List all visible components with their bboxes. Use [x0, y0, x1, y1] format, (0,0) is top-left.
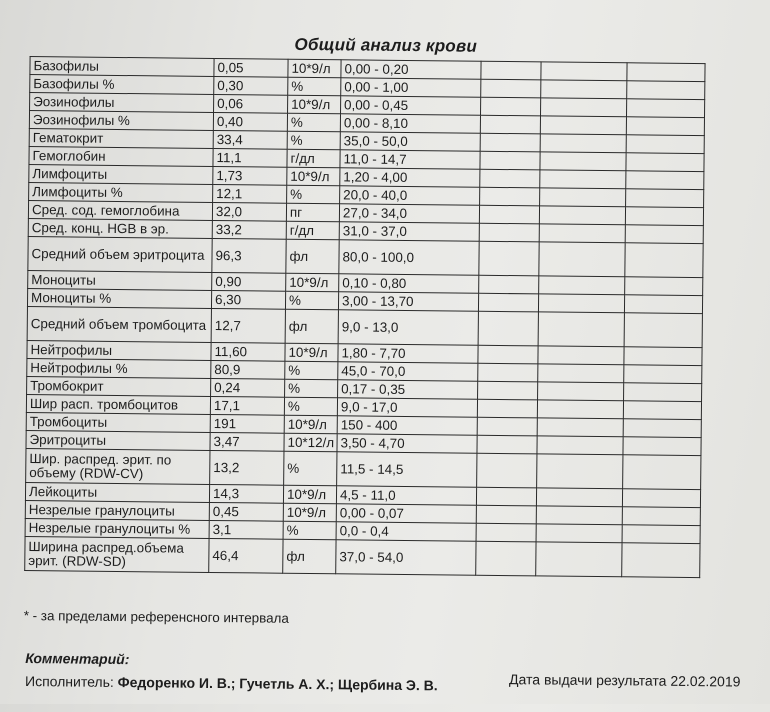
test-value-cell: 3,1: [209, 520, 283, 539]
test-name-cell: Моноциты %: [27, 289, 211, 309]
empty-cell: [541, 98, 627, 117]
empty-cell: [478, 363, 538, 382]
test-unit-cell: 10*9/л: [283, 503, 336, 522]
empty-cell: [540, 134, 626, 153]
reference-range-cell: 4,5 - 11,0: [336, 486, 476, 505]
reference-range-cell: 0,0 - 0,4: [336, 522, 476, 541]
test-unit-cell: фл: [283, 539, 336, 574]
empty-cell: [538, 382, 624, 401]
empty-cell: [480, 187, 540, 206]
empty-cell: [624, 313, 702, 348]
empty-cell: [622, 489, 700, 508]
test-name-cell: Лимфоциты %: [29, 183, 213, 203]
empty-cell: [478, 311, 538, 346]
empty-cell: [623, 455, 701, 490]
test-unit-cell: 10*12/л: [284, 433, 337, 452]
empty-cell: [476, 541, 536, 576]
test-value-cell: 0,06: [214, 94, 288, 113]
empty-cell: [477, 435, 537, 454]
empty-cell: [537, 400, 623, 419]
test-value-cell: 12,7: [211, 308, 285, 343]
empty-cell: [478, 381, 538, 400]
test-name-cell: Базофилы: [30, 57, 214, 77]
empty-cell: [479, 205, 539, 224]
reference-range-cell: 11,0 - 14,7: [340, 150, 480, 169]
empty-cell: [477, 453, 537, 488]
executor-names: Федоренко И. В.; Гучетль А. Х.; Щербина Э. В.: [117, 673, 438, 694]
empty-cell: [479, 223, 539, 242]
empty-cell: [538, 346, 624, 365]
test-value-cell: 33,2: [212, 220, 286, 239]
empty-cell: [537, 418, 623, 437]
empty-cell: [624, 347, 702, 366]
empty-cell: [624, 383, 702, 402]
reference-range-cell: 9,0 - 17,0: [337, 398, 477, 417]
empty-cell: [476, 523, 536, 542]
empty-cell: [481, 61, 541, 80]
reference-range-cell: 27,0 - 34,0: [339, 204, 479, 223]
empty-cell: [480, 151, 540, 170]
empty-cell: [540, 152, 626, 171]
reference-range-cell: 0,10 - 0,80: [339, 274, 479, 293]
comment-label: Комментарий:: [25, 650, 130, 668]
test-name-cell: Средний объем тромбоцита: [27, 307, 211, 343]
test-name-cell: Лейкоциты: [25, 483, 209, 503]
test-name-cell: Незрелые гранулоциты: [25, 501, 209, 521]
test-value-cell: 11,1: [213, 148, 287, 167]
reference-range-cell: 31,0 - 37,0: [339, 222, 479, 241]
test-name-cell: Гемоглобин: [29, 147, 213, 167]
results-table-body: [25, 57, 705, 578]
test-unit-cell: %: [285, 379, 338, 398]
issue-date: Дата выдачи результата 22.02.2019: [509, 671, 741, 690]
reference-range-cell: 0,00 - 0,07: [336, 504, 476, 523]
test-name-cell: Лимфоциты: [29, 165, 213, 185]
reference-range-cell: 20,0 - 40,0: [340, 186, 480, 205]
test-value-cell: 32,0: [212, 202, 286, 221]
test-value-cell: 17,1: [210, 396, 284, 415]
empty-cell: [627, 63, 705, 82]
test-value-cell: 0,05: [214, 58, 288, 77]
test-value-cell: 11,60: [211, 342, 285, 361]
empty-cell: [541, 62, 627, 81]
test-name-cell: Моноциты: [28, 271, 212, 291]
empty-cell: [477, 417, 537, 436]
empty-cell: [540, 188, 626, 207]
reference-range-cell: 80,0 - 100,0: [339, 240, 479, 275]
empty-cell: [625, 277, 703, 296]
empty-cell: [540, 170, 626, 189]
test-name-cell: Тромбоциты: [26, 413, 210, 433]
test-unit-cell: %: [283, 521, 336, 540]
reference-range-cell: 0,17 - 0,35: [338, 380, 478, 399]
empty-cell: [481, 97, 541, 116]
empty-cell: [626, 189, 704, 208]
empty-cell: [538, 294, 624, 313]
empty-cell: [626, 117, 704, 136]
empty-cell: [622, 543, 700, 578]
empty-cell: [622, 507, 700, 526]
empty-cell: [478, 293, 538, 312]
reference-range-cell: 150 - 400: [337, 416, 477, 435]
test-value-cell: 0,30: [214, 76, 288, 95]
test-name-cell: Сред. конц. HGB в эр.: [28, 219, 212, 239]
test-unit-cell: фл: [285, 309, 338, 344]
test-unit-cell: %: [287, 185, 340, 204]
test-value-cell: 0,24: [211, 378, 285, 397]
empty-cell: [479, 275, 539, 294]
empty-cell: [539, 224, 625, 243]
empty-cell: [538, 312, 624, 347]
table-row: [25, 537, 700, 578]
empty-cell: [540, 116, 626, 135]
reference-range-cell: 3,00 - 13,70: [338, 292, 478, 311]
test-unit-cell: %: [284, 451, 337, 486]
empty-cell: [539, 206, 625, 225]
empty-cell: [536, 488, 622, 507]
empty-cell: [539, 276, 625, 295]
test-unit-cell: 10*9/л: [286, 273, 339, 292]
test-unit-cell: г/дл: [287, 149, 340, 168]
test-value-cell: 0,90: [212, 272, 286, 291]
test-name-cell: Средний объем эритроцита: [28, 237, 212, 273]
test-value-cell: 1,73: [213, 166, 287, 185]
test-unit-cell: 10*9/л: [283, 485, 336, 504]
test-value-cell: 46,4: [209, 538, 283, 573]
test-name-cell: Эозинофилы %: [29, 111, 213, 131]
test-value-cell: 0,45: [209, 502, 283, 521]
test-name-cell: Базофилы %: [30, 75, 214, 95]
empty-cell: [541, 80, 627, 99]
empty-cell: [626, 99, 704, 118]
test-unit-cell: %: [284, 397, 337, 416]
test-value-cell: 0,40: [213, 112, 287, 131]
test-unit-cell: 10*9/л: [288, 59, 341, 78]
reference-range-cell: 1,20 - 4,00: [340, 168, 480, 187]
empty-cell: [625, 225, 703, 244]
empty-cell: [479, 241, 539, 276]
test-unit-cell: фл: [286, 239, 339, 274]
reference-range-cell: 1,80 - 7,70: [338, 344, 478, 363]
reference-range-cell: 0,00 - 1,00: [341, 78, 481, 97]
test-value-cell: 191: [210, 414, 284, 433]
empty-cell: [537, 436, 623, 455]
empty-cell: [476, 505, 536, 524]
test-value-cell: 80,9: [211, 360, 285, 379]
test-name-cell: Шир. распред. эрит. по объему (RDW-CV): [26, 449, 210, 485]
reference-range-cell: 37,0 - 54,0: [336, 540, 476, 575]
test-name-cell: Гематокрит: [29, 129, 213, 149]
test-unit-cell: 10*9/л: [284, 415, 337, 434]
empty-cell: [624, 365, 702, 384]
empty-cell: [476, 487, 536, 506]
test-name-cell: Ширина распред.объема эрит. (RDW-SD): [25, 537, 209, 573]
executor-label: Исполнитель:: [24, 673, 114, 690]
empty-cell: [625, 207, 703, 226]
empty-cell: [480, 133, 540, 152]
test-value-cell: 3,47: [210, 432, 284, 451]
empty-cell: [623, 401, 701, 420]
test-name-cell: Нейтрофилы %: [27, 359, 211, 379]
empty-cell: [625, 243, 703, 278]
test-value-cell: 6,30: [211, 290, 285, 309]
reference-range-cell: 35,0 - 50,0: [340, 132, 480, 151]
empty-cell: [480, 169, 540, 188]
empty-cell: [626, 153, 704, 172]
test-unit-cell: %: [288, 77, 341, 96]
empty-cell: [626, 171, 704, 190]
test-name-cell: Сред. сод. гемоглобина: [28, 201, 212, 221]
reference-range-cell: 0,00 - 8,10: [340, 114, 480, 133]
test-unit-cell: %: [285, 361, 338, 380]
empty-cell: [478, 345, 538, 364]
empty-cell: [538, 364, 624, 383]
test-unit-cell: 10*9/л: [287, 167, 340, 186]
reference-range-cell: 0,00 - 0,20: [341, 60, 481, 79]
executor-line: [25, 673, 438, 693]
test-unit-cell: %: [287, 113, 340, 132]
empty-cell: [622, 525, 700, 544]
test-name-cell: Эритроциты: [26, 431, 210, 451]
empty-cell: [481, 79, 541, 98]
test-unit-cell: пг: [286, 203, 339, 222]
reference-range-cell: 3,50 - 4,70: [337, 434, 477, 453]
empty-cell: [536, 506, 622, 525]
test-unit-cell: 10*9/л: [285, 343, 338, 362]
empty-cell: [480, 115, 540, 134]
report-title: Общий анализ крови: [294, 34, 478, 56]
test-unit-cell: %: [287, 131, 340, 150]
empty-cell: [626, 135, 704, 154]
test-unit-cell: %: [285, 291, 338, 310]
lab-report-sheet: [19, 18, 756, 712]
reference-range-cell: 9,0 - 13,0: [338, 310, 478, 345]
empty-cell: [477, 399, 537, 418]
test-value-cell: 96,3: [212, 238, 286, 273]
test-unit-cell: г/дл: [286, 221, 339, 240]
test-name-cell: Незрелые гранулоциты %: [25, 519, 209, 539]
reference-range-cell: 45,0 - 70,0: [338, 362, 478, 381]
test-name-cell: Шир расп. тромбоцитов: [26, 395, 210, 415]
empty-cell: [539, 242, 625, 277]
empty-cell: [627, 81, 705, 100]
empty-cell: [536, 542, 622, 577]
results-table: [24, 56, 705, 578]
test-unit-cell: 10*9/л: [288, 95, 341, 114]
empty-cell: [624, 295, 702, 314]
empty-cell: [623, 419, 701, 438]
test-name-cell: Нейтрофилы: [27, 341, 211, 361]
empty-cell: [536, 524, 622, 543]
test-value-cell: 13,2: [210, 450, 284, 485]
reference-range-cell: 0,00 - 0,45: [341, 96, 481, 115]
reference-range-cell: 11,5 - 14,5: [337, 452, 477, 487]
test-name-cell: Тромбокрит: [27, 377, 211, 397]
empty-cell: [537, 454, 623, 489]
test-name-cell: Эозинофилы: [30, 93, 214, 113]
footnote: * - за пределами референсного интервала: [23, 608, 289, 626]
test-value-cell: 12,1: [213, 184, 287, 203]
test-value-cell: 14,3: [209, 484, 283, 503]
test-value-cell: 33,4: [213, 130, 287, 149]
empty-cell: [623, 437, 701, 456]
